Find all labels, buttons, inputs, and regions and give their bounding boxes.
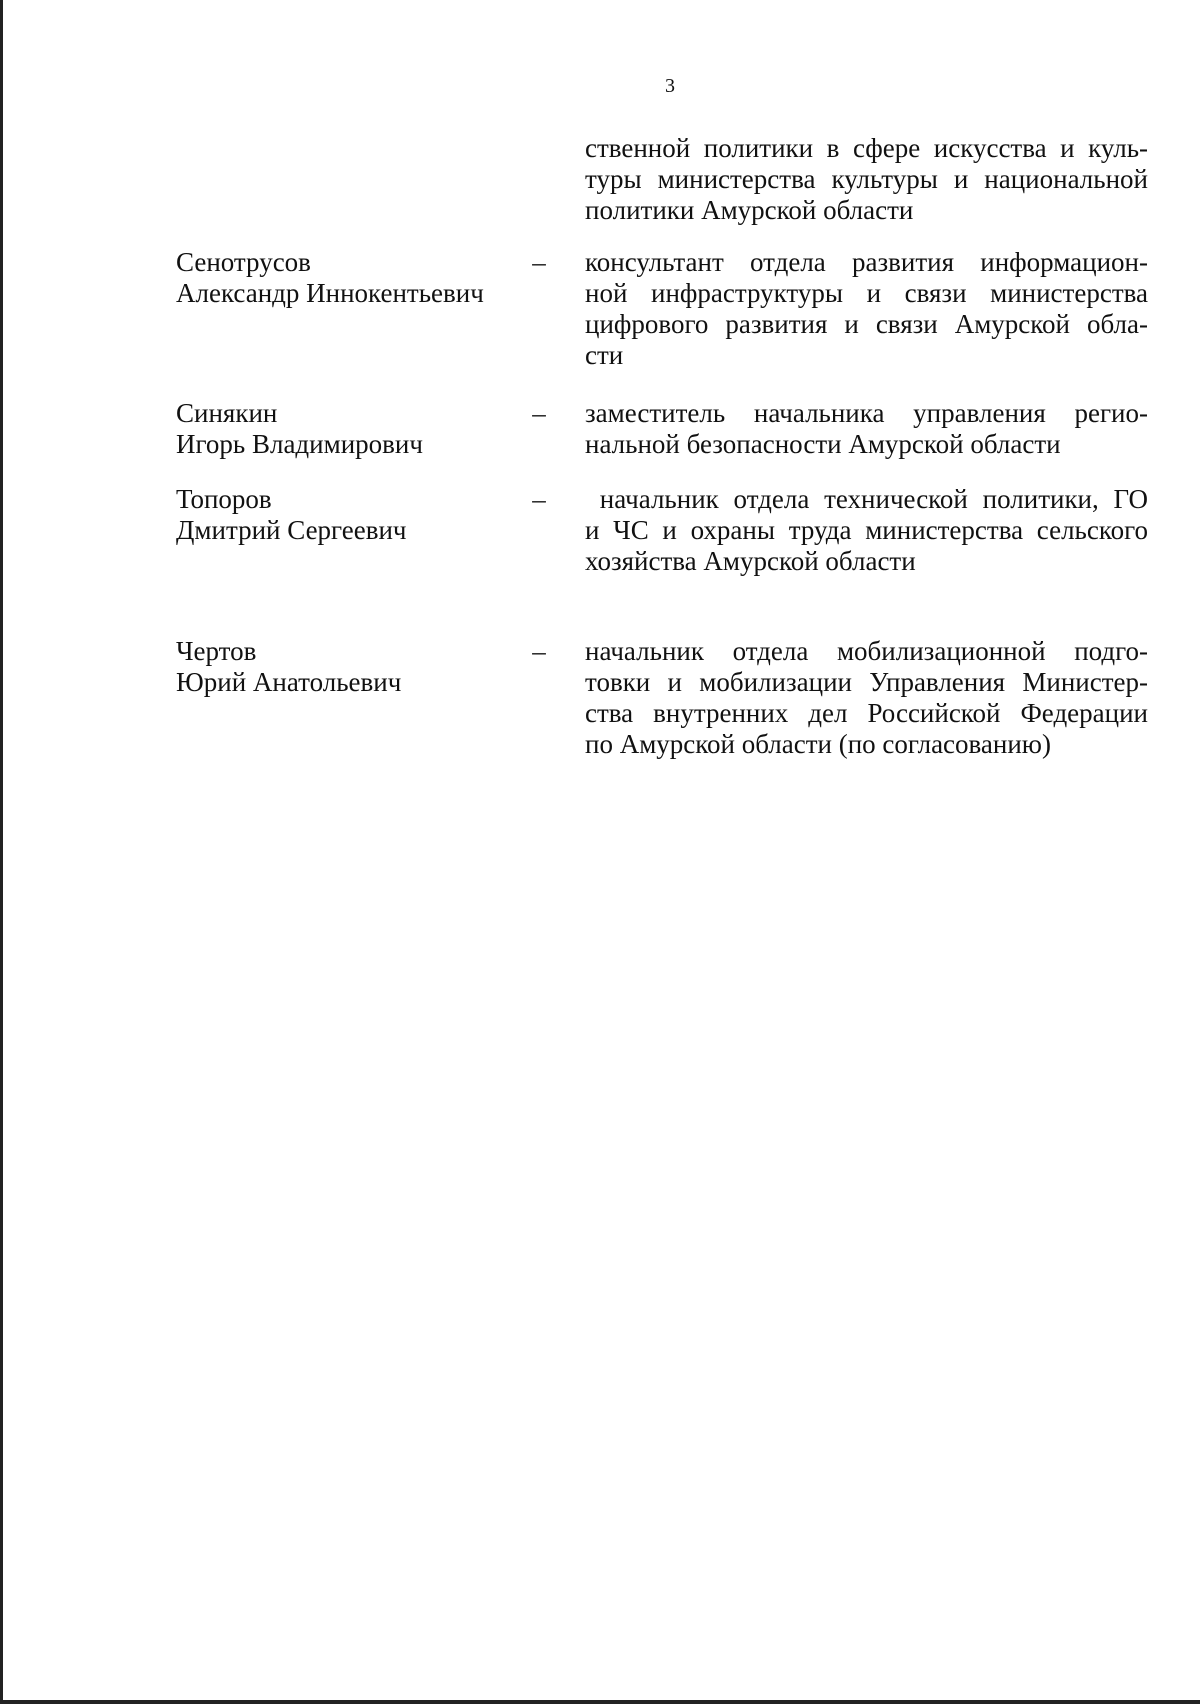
description-line: консультант отдела развития информацион- — [585, 247, 1148, 277]
description-line: ственной политики в сфере искусства и куль- — [585, 133, 1148, 163]
member-surname: Топоров — [176, 484, 272, 514]
member-surname: Сенотрусов — [176, 247, 311, 277]
dash-separator: – — [532, 247, 546, 277]
member-surname: Синякин — [176, 398, 278, 428]
member-name — [176, 398, 423, 460]
member-surname: Чертов — [176, 636, 257, 666]
member-name — [176, 484, 407, 546]
member-given-names: Юрий Анатольевич — [176, 667, 402, 697]
description-line: ной инфраструктуры и связи министерства — [585, 278, 1148, 308]
description-line: заместитель начальника управления регио- — [585, 398, 1148, 428]
description-line: политики Амурской области — [585, 195, 914, 225]
description-line: ства внутренних дел Российской Федерации — [585, 698, 1148, 728]
scan-edge-bottom — [0, 1700, 1200, 1704]
member-given-names: Дмитрий Сергеевич — [176, 515, 407, 545]
member-name — [176, 247, 484, 309]
description-line: товки и мобилизации Управления Министер- — [585, 667, 1148, 697]
description-line: сти — [585, 340, 624, 370]
scan-edge-left — [0, 0, 3, 1704]
continuation-description — [585, 133, 1148, 226]
dash-separator: – — [532, 398, 546, 428]
member-given-names: Александр Иннокентьевич — [176, 278, 484, 308]
page-number: 3 — [665, 75, 675, 97]
member-description — [585, 636, 1148, 760]
member-given-names: Игорь Владимирович — [176, 429, 423, 459]
dash-separator: – — [532, 484, 546, 514]
member-description — [585, 398, 1148, 460]
description-line: хозяйства Амурской области — [585, 546, 916, 576]
description-line: нальной безопасности Амурской области — [585, 429, 1061, 459]
dash-separator: – — [532, 636, 546, 666]
description-line: и ЧС и охраны труда министерства сельского — [585, 515, 1148, 545]
description-line: по Амурской области (по согласованию) — [585, 729, 1051, 759]
description-line: цифрового развития и связи Амурской обла- — [585, 309, 1148, 339]
member-description — [585, 247, 1148, 371]
member-description — [585, 484, 1148, 577]
description-line: начальник отдела мобилизационной подго- — [585, 636, 1148, 666]
member-name — [176, 636, 401, 698]
description-line: начальник отдела технической политики, ГО — [585, 484, 1148, 514]
description-line: туры министерства культуры и национальной — [585, 164, 1148, 194]
